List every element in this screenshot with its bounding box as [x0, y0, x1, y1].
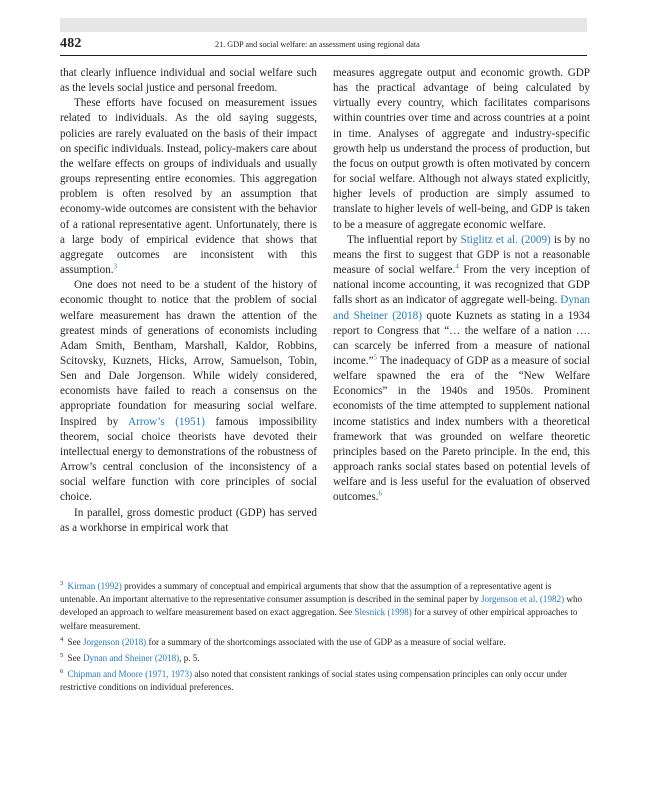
running-head: 21. GDP and social welfare: an assessment using regional data — [215, 40, 420, 49]
citation-link[interactable]: Kirman (1992) — [67, 581, 122, 591]
footnote-5 — [60, 652, 587, 665]
footnote-number: 3 — [60, 579, 64, 587]
footnote-number: 6 — [60, 668, 64, 676]
header-rule — [60, 55, 587, 56]
footnote-text: also noted that consistent rankings of social states using compensation principles can only occur under restrictive conditions on individual preferences. — [60, 669, 568, 693]
paragraph-text: These efforts have focused on measurement issues related to individuals. As the old saying suggests, policies are rarely evaluated on the basis of their impact on specific individuals. Instead, policy-makers care about the welfare effects on groups of individuals and usually groups representing entire economies. This aggregation problem is often resolved by an assumption that economy-wide outcomes are consistent with the behavior of a rational representative agent. Unfortunately, there is a large body of empirical evidence that shows that aggregate outcomes are inconsistent with this assumption. — [60, 97, 317, 277]
paragraph — [333, 233, 590, 506]
citation-link[interactable]: Stiglitz et al. (2009) — [460, 233, 551, 246]
right-column — [333, 66, 590, 506]
footnote-text: provides a summary of conceptual and empirical arguments that show that the assumption of a representative agent is untenable. An important alternative to the representative consumer assumption is described in the seminal paper by — [60, 581, 552, 605]
paragraph-text: quote Kuznets as stating in a 1934 report to Congress that “… the welfare of a nation …. can scarcely be inferred from a measure of national income.” — [333, 309, 590, 367]
footnote-ref[interactable]: 5 — [373, 353, 378, 362]
paragraph-text: famous impossibility theorem, social choice theorists have devoted their intellectual energy to demonstrations of the robustness of Arrow’s central conclusion of the inconsistency of a social welfare function with core principles of social choice. — [60, 415, 317, 504]
paragraph — [60, 96, 317, 278]
footnote-number: 4 — [60, 635, 64, 643]
footnote-text: , p. 5. — [179, 653, 200, 664]
left-column — [60, 66, 317, 536]
footnote-3 — [60, 580, 587, 633]
footnote-text: for a summary of the shortcomings associated with the use of GDP as a measure of social welfare. — [146, 636, 506, 647]
paragraph — [60, 278, 317, 505]
paragraph-text: The inadequacy of GDP as a measure of social welfare spawned the era of the “New Welfare Economics” in the 1940s and 1950s. Prominent economists of the time attempted to supplement national income statistics and index numbers with a theoretical framework that was grounded on welfare theoretic principles based on the Pareto principle. In the end, this approach ranks social states based on potential levels of welfare and is less useful for the evaluation of observed outcomes. — [333, 354, 590, 504]
footnote-number: 5 — [60, 651, 64, 659]
footnote-text: who developed an approach to welfare measurement based on exact aggregation. See — [60, 594, 583, 618]
citation-link[interactable]: Chipman and Moore (1971, 1973) — [67, 669, 193, 680]
citation-link[interactable]: Slesnick (1998) — [354, 607, 412, 618]
paragraph: that clearly influence individual and social welfare such as the levels social justice and personal freedom. — [60, 67, 317, 95]
header-band — [60, 18, 587, 32]
paragraph-text: The influential report by — [347, 233, 461, 246]
citation-link[interactable]: Dynan and Sheiner (2018) — [333, 294, 590, 322]
citation-link[interactable]: Arrow’s (1951) — [128, 415, 205, 428]
footnote-text: See — [65, 636, 83, 647]
footnote-6 — [60, 668, 587, 694]
footnote-ref[interactable]: 6 — [378, 489, 382, 498]
footnote-ref[interactable]: 3 — [113, 262, 118, 271]
footnotes — [60, 580, 587, 698]
paragraph-text: is by no means the first to suggest that GDP is not a reasonable measure of social welfare. — [333, 233, 590, 277]
citation-link[interactable]: Dynan and Sheiner (2018) — [82, 653, 180, 664]
paragraph: In parallel, gross domestic product (GDP) has served as a workhorse in empirical work that — [60, 506, 317, 534]
footnote-text: for a survey of other empirical approaches to welfare measurement. — [60, 607, 578, 631]
paragraph: measures aggregate output and economic growth. GDP has the practical advantage of being calculated by virtually every country, which facilitates comparisons within countries over time and across countries at a point in time. Analyses of aggregate and industry-specific growth help us understand the process of production, but the focus on output growth is often motivated by concern for social welfare. Although not always stated explicitly, higher levels of production are simply assumed to translate to higher levels of well-being, and GDP is taken to be a measure of aggregate economic welfare. — [333, 67, 590, 231]
page-number: 482 — [60, 36, 82, 51]
paragraph-text: One does not need to be a student of the history of economic thought to notice that the problem of social welfare measurement has drawn the attention of the greatest minds of generations of economists including Adam Smith, Bentham, Marshall, Kaldor, Robbins, Scitovsky, Kuznets, Hicks, Arrow, Samuelson, Tobin, Sen and Dale Jorgenson. While widely considered, economists have failed to reach a consensus on the appropriate foundation for measuring social welfare. Inspired by — [60, 279, 317, 428]
citation-link[interactable]: Jorgenson (2018) — [82, 636, 147, 647]
paragraph-text: From the very inception of national income accounting, it was recognized that GDP falls short as an indicator of aggregate well-being. — [333, 264, 590, 307]
footnote-text: See — [65, 653, 83, 664]
footnote-ref[interactable]: 4 — [455, 262, 459, 271]
footnote-4 — [60, 636, 587, 649]
citation-link[interactable]: Jorgenson et al. (1982) — [480, 594, 565, 605]
